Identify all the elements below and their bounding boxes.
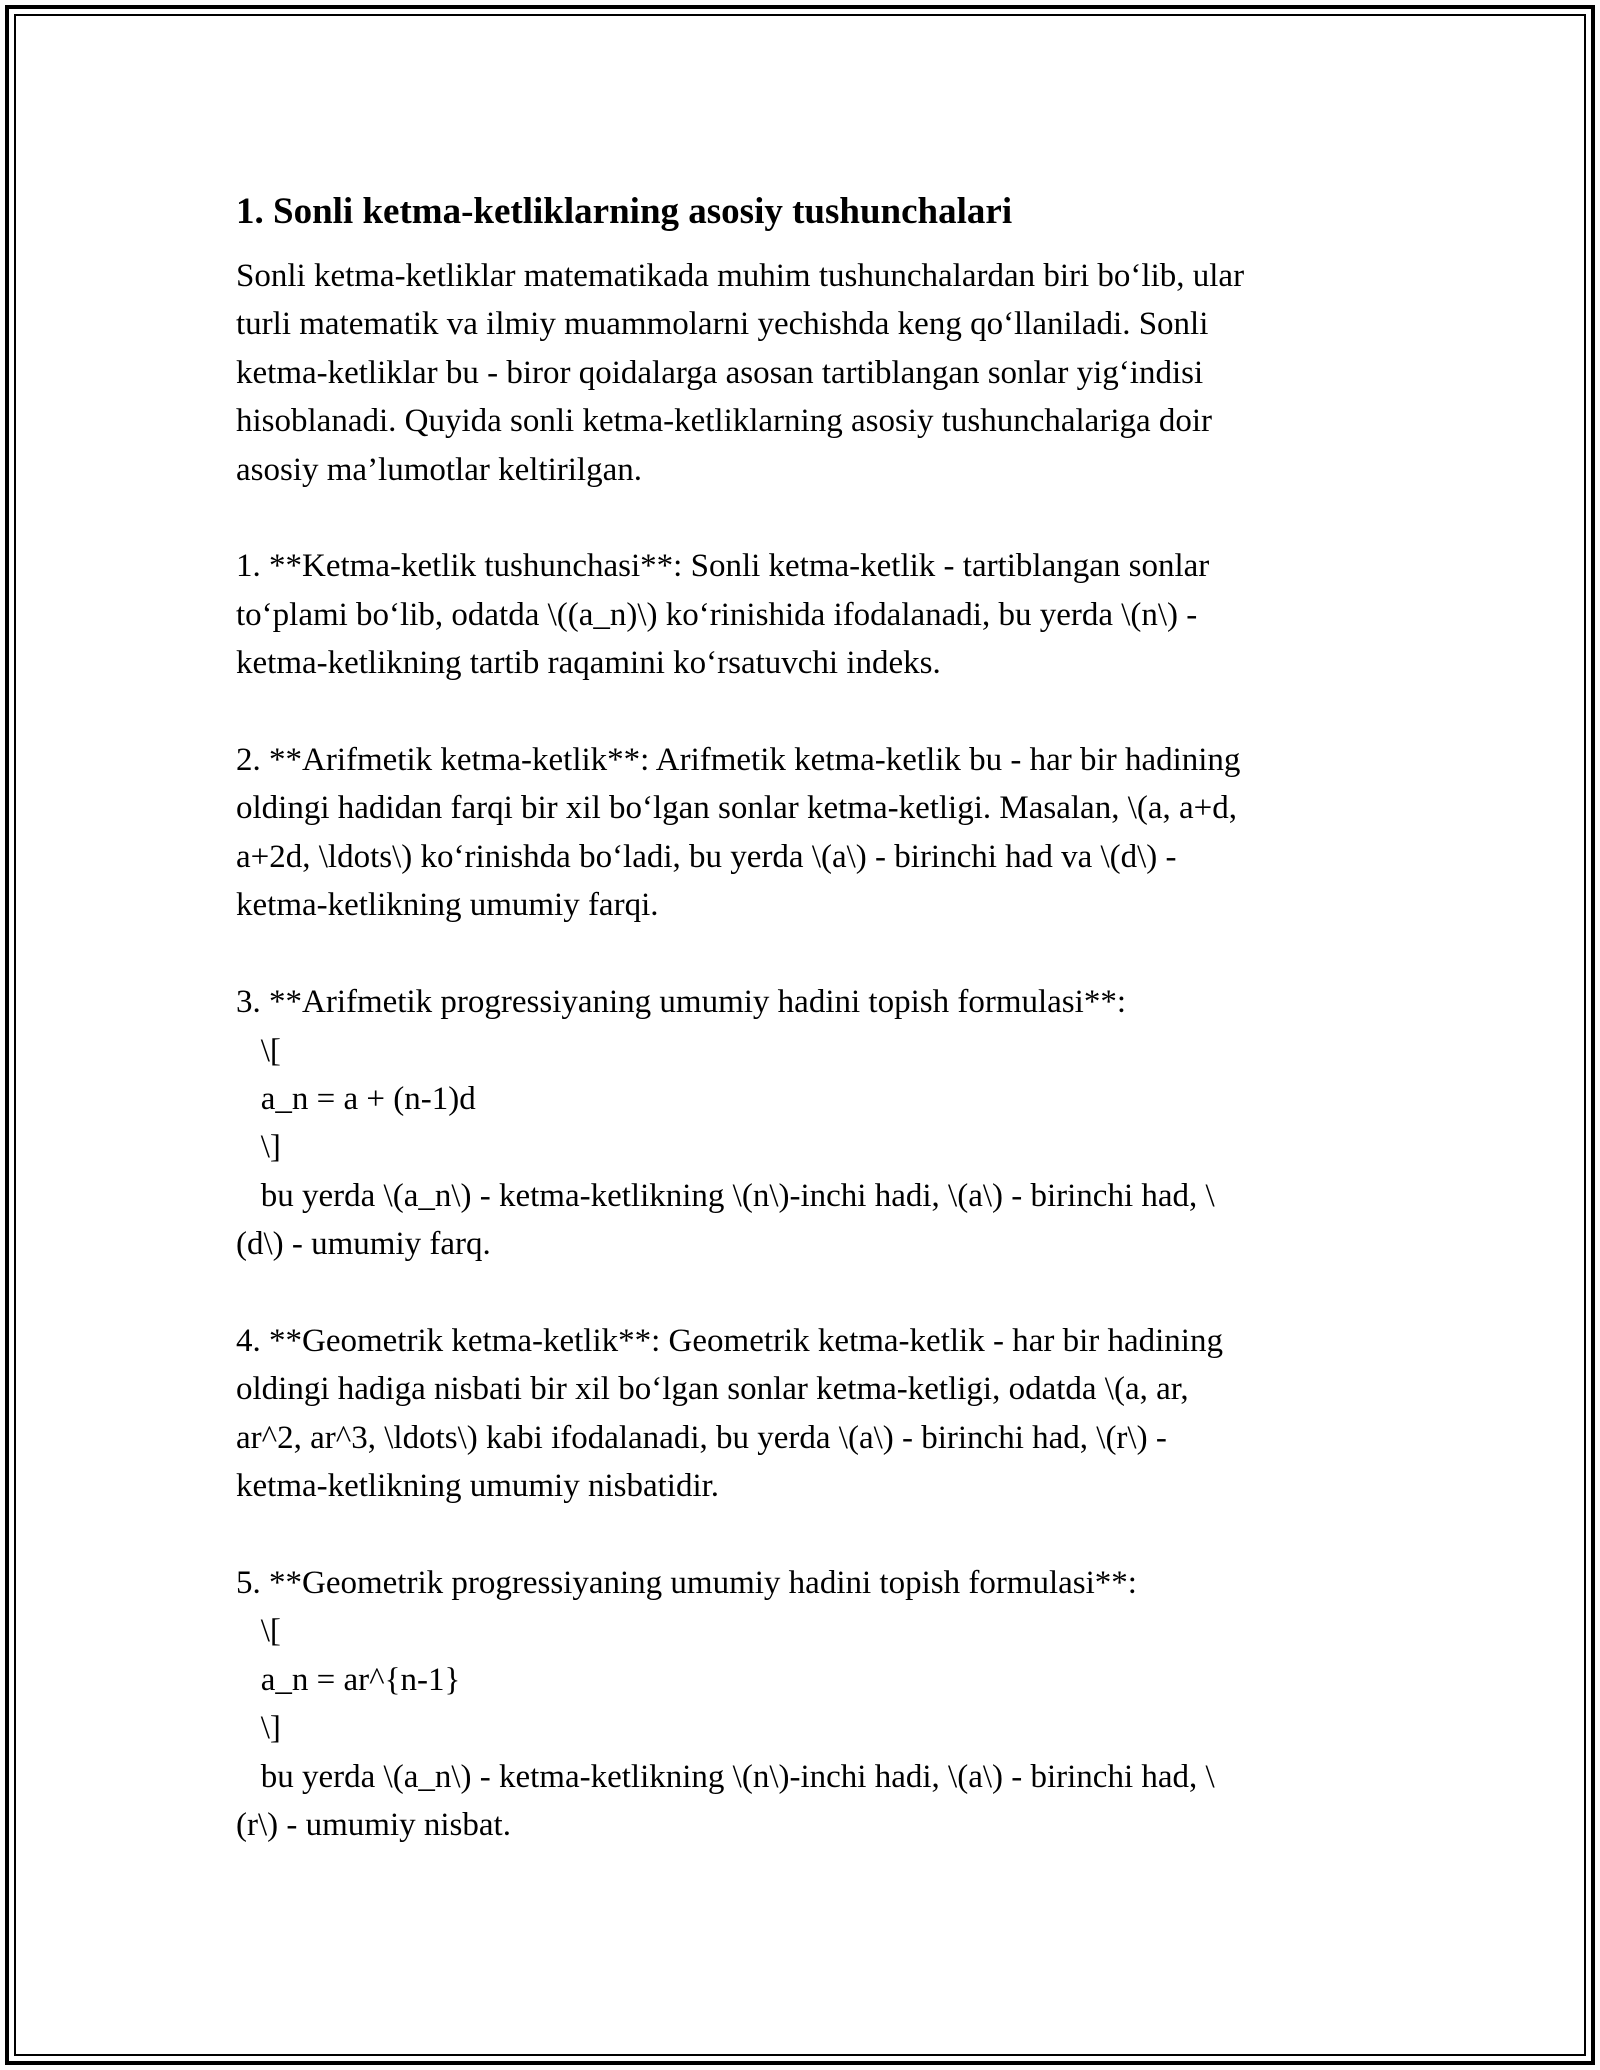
document-body: Sonli ketma-ketliklar matematikada muhim tushunchalardan biri bo‘lib, ular turli matematik va ilmiy muammolarni yechishda keng qo‘llaniladi. Sonli ketma-ketliklar bu - biror qoidalarga asosan tartiblangan sonlar yig‘indisi hisoblanadi. Quyida sonli ketma-ketliklarning asosiy tushunchalariga doir asosiy ma’lumotlar keltirilgan. 1. **Ketma-ketlik tushunchasi**: Sonli ketma-ketlik - tartiblangan sonlar to‘plami bo‘lib, odatda \((a_n)\) ko‘rinishida ifodalanadi, bu yerda \(n\) - ketma-ketlikning tartib raqamini ko‘rsatuvchi indeks. 2. **Arifmetik ketma-ketlik**: Arifmetik ketma-ketlik bu - har bir hadining oldingi hadidan farqi bir xil bo‘lgan sonlar ketma-ketligi. Masalan, \(a, a+d, a+2d, \ldots\) ko‘rinishda bo‘ladi, bu yerda \(a\) - birinchi had va \(d\) - ketma-ketlikning umumiy farqi. 3. **Arifmetik progressiyaning umumiy hadini topish formulasi**: \[ a_n = a + (n-1)d \] bu yerda \(a_n\) - ketma-ketlikning \(n\)-inchi hadi, \(a\) - birinchi had, \ (d\) - umumiy farq. 4. **Geometrik ketma-ketlik**: Geometrik ketma-ketlik - har bir hadining oldingi hadiga nisbati bir xil bo‘lgan sonlar ketma-ketligi, odatda \(a, ar, ar^2, ar^3, \ldots\) kabi ifodalanadi, bu yerda \(a\) - birinchi had, \(r\) - ketma-ketlikning umumiy nisbatidir. 5. **Geometrik progressiyaning umumiy hadini topish formulasi**: \[ a_n = ar^{n-1} \] bu yerda \(a_n\) - ketma-ketlikning \(n\)-inchi hadi, \(a\) - birinchi had, \ (r\) - umumiy nisbat. (236, 258, 1245, 1843)
document-content (236, 186, 1366, 1849)
document-title: 1. Sonli ketma-ketliklarning asosiy tushunchalari (236, 191, 1013, 232)
